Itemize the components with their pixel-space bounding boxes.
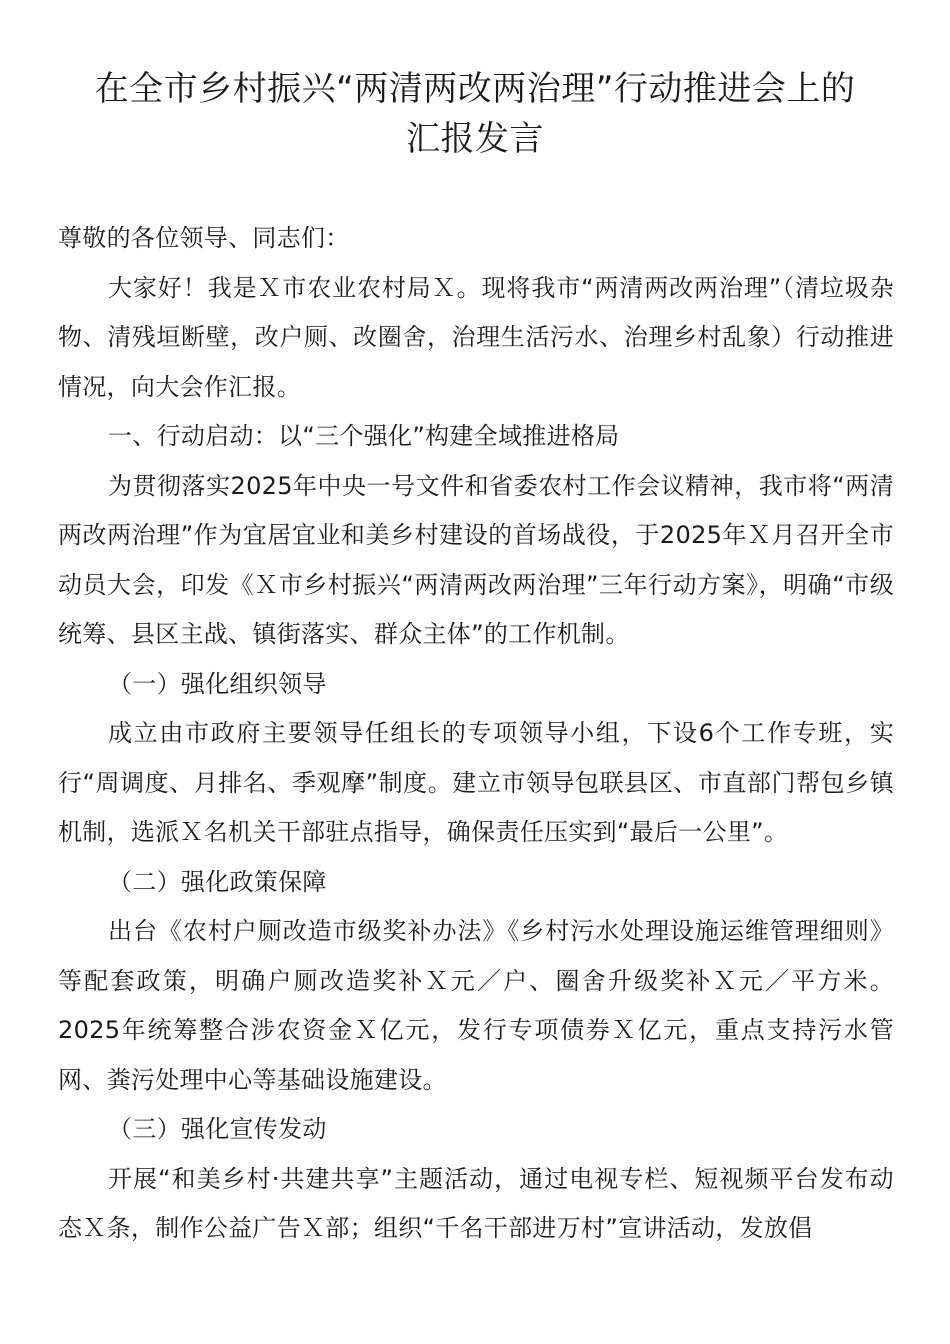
title-line-2: 汇报发言	[406, 119, 544, 159]
paragraph-opening: 大家好！我是Ｘ市农业农村局Ｘ。现将我市“两清两改两治理”（清垃圾杂物、清残垣断壁，改户厕、改圈舍，治理生活污水、治理乡村乱象）行动推进情况，向大会作汇报。	[58, 273, 894, 401]
paragraph-subheading-2: 出台《农村户厕改造市级奖补办法》《乡村污水处理设施运维管理细则》等配套政策，明确户厕改造奖补Ｘ元／户、圈舍升级奖补Ｘ元／平方米。2025年统筹整合涉农资金Ｘ亿元，发行专项债券Ｘ亿元，重点支持污水管网、粪污处理中心等基础设施建设。	[58, 917, 894, 1094]
salutation: 尊敬的各位领导、同志们：	[58, 224, 350, 252]
section-heading-1: 一、行动启动：以“三个强化”构建全域推进格局	[108, 422, 620, 450]
document-body	[58, 214, 894, 1254]
subheading-2: （二）强化政策保障	[108, 867, 327, 896]
title-line-1: 在全市乡村振兴“两清两改两治理”行动推进会上的	[94, 69, 856, 109]
paragraph-section-1: 为贯彻落实2025年中央一号文件和省委农村工作会议精神，我市将“两清两改两治理”作为宜居宜业和美乡村建设的首场战役，于2025年Ｘ月召开全市动员大会，印发《Ｘ市乡村振兴“两清两改两治理”三年行动方案》，明确“市级统筹、县区主战、镇街落实、群众主体”的工作机制。	[58, 471, 894, 648]
paragraph-subheading-3: 开展“和美乡村·共建共享”主题活动，通过电视专栏、短视频平台发布动态Ｘ条，制作公益广告Ｘ部；组织“千名干部进万村”宣讲活动，发放倡	[58, 1164, 894, 1242]
document-title	[40, 64, 910, 164]
subheading-1: （一）强化组织领导	[108, 669, 327, 698]
paragraph-subheading-1: 成立由市政府主要领导任组长的专项领导小组，下设6个工作专班，实行“周调度、月排名、季观摩”制度。建立市领导包联县区、市直部门帮包乡镇机制，选派Ｘ名机关干部驻点指导，确保责任压实到“最后一公里”。	[58, 719, 894, 846]
subheading-3: （三）强化宣传发动	[108, 1115, 327, 1143]
